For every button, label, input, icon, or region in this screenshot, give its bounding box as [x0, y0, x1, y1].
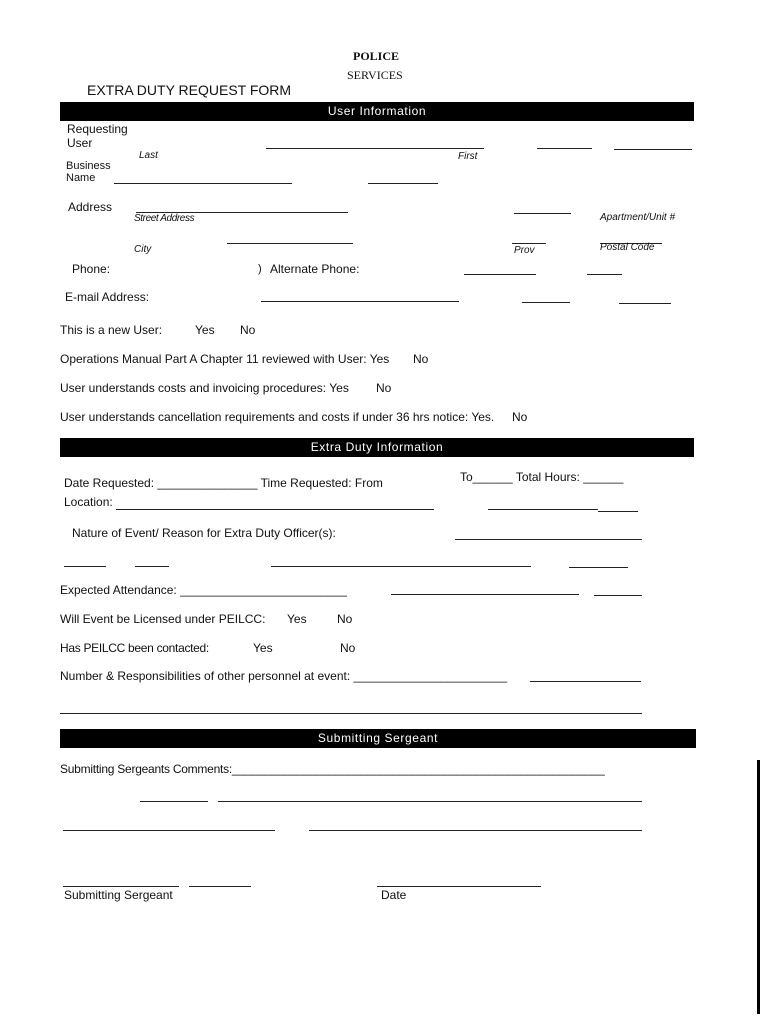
- business-name-label: Business: [66, 160, 111, 172]
- other-personnel-field-2[interactable]: [60, 713, 642, 714]
- other-personnel-field-1[interactable]: [530, 681, 641, 682]
- peilcc-licensed-no[interactable]: No: [337, 612, 353, 626]
- ops-manual-question: Operations Manual Part A Chapter 11 reviewed with User: Yes: [60, 352, 390, 366]
- peilcc-contacted-yes[interactable]: Yes: [253, 641, 273, 655]
- name-extra-line-1[interactable]: [537, 148, 592, 149]
- new-user-yes[interactable]: Yes: [195, 323, 215, 337]
- cancellation-no[interactable]: No: [512, 410, 528, 424]
- submitting-sergeant-caption: Submitting Sergeant: [64, 888, 173, 902]
- nature-field-1[interactable]: [455, 539, 642, 540]
- org-subtitle: SERVICES: [347, 68, 403, 82]
- apartment-field[interactable]: [514, 213, 571, 214]
- costs-no[interactable]: No: [376, 381, 392, 395]
- section-bar-user-information: User Information: [60, 102, 694, 121]
- comments-field-3[interactable]: [63, 830, 275, 831]
- prov-caption: Prov: [514, 245, 535, 256]
- nature-field-4[interactable]: [271, 566, 531, 567]
- nature-of-event-label: Nature of Event/ Reason for Extra Duty Officer(s):: [72, 526, 336, 540]
- business-name-label-2: Name: [66, 172, 96, 184]
- email-extra-line-2[interactable]: [619, 303, 671, 304]
- expected-attendance-row: Expected Attendance: _________________________: [60, 583, 347, 597]
- sergeant-signature-field[interactable]: [63, 886, 179, 887]
- apartment-caption: Apartment/Unit #: [600, 212, 676, 223]
- prov-field[interactable]: [512, 243, 546, 244]
- section-bar-extra-duty-information: Extra Duty Information: [60, 438, 694, 457]
- peilcc-licensed-yes[interactable]: Yes: [287, 612, 307, 626]
- comments-field-1[interactable]: [140, 801, 208, 802]
- last-name-caption: Last: [139, 150, 158, 161]
- business-name-field[interactable]: [114, 183, 292, 184]
- requesting-user-label: Requesting: [67, 122, 128, 136]
- new-user-question: This is a new User:: [60, 323, 163, 337]
- org-name: POLICE: [353, 49, 400, 63]
- to-total-hours-row: To______ Total Hours: ______: [460, 470, 624, 484]
- attendance-field-1[interactable]: [391, 594, 579, 595]
- location-extra-line-2[interactable]: [598, 511, 638, 512]
- postal-code-caption: Postal Code: [600, 242, 655, 253]
- phone-label: Phone:: [72, 262, 111, 276]
- first-name-caption: First: [458, 151, 478, 162]
- section-bar-submitting-sergeant: Submitting Sergeant: [60, 729, 696, 748]
- form-title: EXTRA DUTY REQUEST FORM: [87, 82, 292, 98]
- date-field[interactable]: [377, 886, 541, 887]
- nature-field-5[interactable]: [569, 567, 628, 568]
- name-field-line[interactable]: [266, 148, 484, 149]
- sergeant-signature-field-2[interactable]: [189, 886, 251, 887]
- requesting-user-label-2: User: [67, 136, 93, 150]
- email-label: E-mail Address:: [65, 290, 150, 304]
- comments-field-4[interactable]: [309, 830, 642, 831]
- alternate-phone-field-2[interactable]: [587, 274, 622, 275]
- date-caption: Date: [381, 888, 407, 902]
- cancellation-question: User understands cancellation requirements and costs if under 36 hrs notice: Yes.: [60, 410, 495, 424]
- new-user-no[interactable]: No: [240, 323, 256, 337]
- city-field[interactable]: [227, 243, 353, 244]
- other-personnel-row: Number & Responsibilities of other personnel at event: _______________________: [60, 669, 507, 683]
- location-extra-line[interactable]: [488, 509, 598, 510]
- costs-question: User understands costs and invoicing procedures: Yes: [60, 381, 349, 395]
- nature-field-2[interactable]: [64, 566, 106, 567]
- peilcc-licensed-question: Will Event be Licensed under PEILCC:: [60, 612, 266, 626]
- street-address-caption: Street Address: [134, 213, 195, 224]
- comments-field-2[interactable]: [218, 801, 642, 802]
- name-extra-line-2[interactable]: [614, 149, 692, 150]
- location-field[interactable]: [116, 509, 434, 510]
- attendance-field-2[interactable]: [594, 595, 642, 596]
- alternate-phone-field-1[interactable]: [464, 274, 536, 275]
- email-extra-line-1[interactable]: [522, 302, 570, 303]
- email-field[interactable]: [261, 301, 459, 302]
- sergeant-comments-row: Submitting Sergeants Comments:__________________________________________________________: [60, 762, 605, 776]
- business-extra-line[interactable]: [368, 183, 438, 184]
- peilcc-contacted-question: Has PEILCC been contacted:: [60, 641, 209, 655]
- page-edge-rule: [757, 760, 760, 1014]
- alternate-phone-label: Alternate Phone:: [270, 262, 360, 276]
- nature-field-3[interactable]: [135, 566, 169, 567]
- peilcc-contacted-no[interactable]: No: [340, 641, 356, 655]
- phone-paren: ): [258, 263, 262, 275]
- ops-manual-no[interactable]: No: [413, 352, 429, 366]
- address-label: Address: [68, 200, 113, 214]
- city-caption: City: [134, 244, 152, 255]
- location-label: Location:: [64, 495, 113, 509]
- date-time-requested-row: Date Requested: _______________ Time Requested: From: [64, 476, 383, 490]
